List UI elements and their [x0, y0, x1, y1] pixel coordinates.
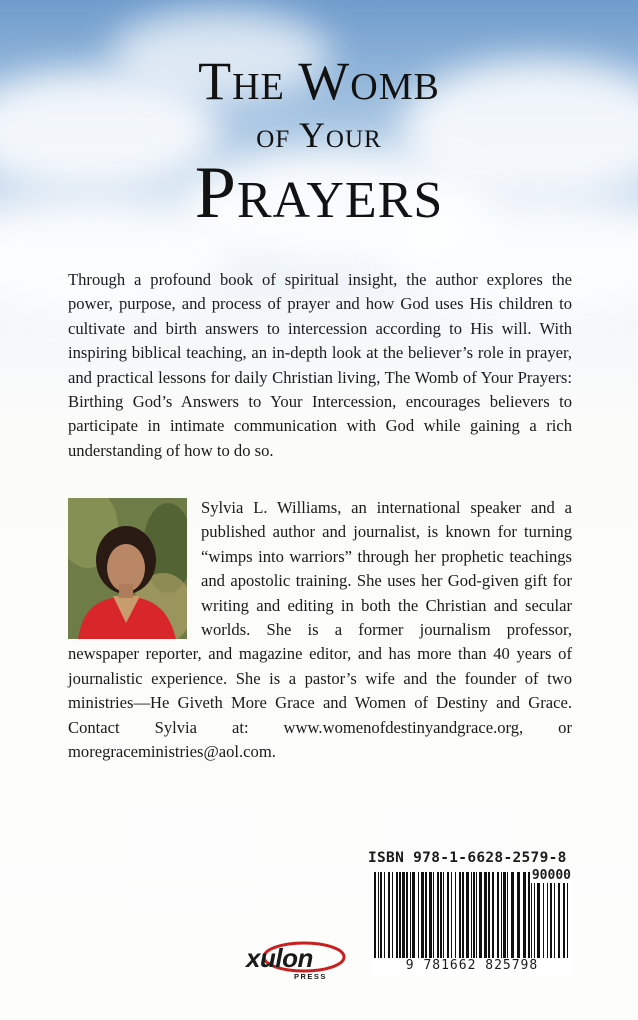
title-line-2: of Your	[256, 115, 382, 155]
barcode-stripe	[384, 872, 385, 958]
barcode-stripe	[425, 872, 427, 958]
author-photo	[68, 498, 187, 639]
barcode-stripe	[378, 872, 379, 958]
barcode-stripe	[479, 872, 482, 958]
publisher-name: xulon	[246, 943, 313, 973]
barcode-stripe	[462, 872, 464, 958]
barcode-stripe	[503, 872, 506, 958]
barcode-stripe	[488, 872, 490, 958]
barcode-stripe	[543, 872, 544, 958]
barcode-stripe	[421, 872, 424, 958]
barcode-stripe	[558, 872, 560, 958]
barcode-stripe	[501, 872, 502, 958]
barcode-stripe	[466, 872, 469, 958]
barcode-stripe	[497, 872, 499, 958]
barcode-stripe	[554, 872, 555, 958]
publisher-logo	[242, 935, 352, 987]
barcode-stripe	[534, 872, 535, 958]
barcode-stripe	[451, 872, 452, 958]
title-line-3: Prayers	[194, 152, 444, 234]
barcode-stripe	[531, 872, 532, 958]
barcode-block	[368, 850, 574, 980]
barcode-stripe	[406, 872, 408, 958]
barcode-stripe	[418, 872, 419, 958]
barcode-stripe	[507, 872, 508, 958]
barcode-stripe	[396, 872, 398, 958]
barcode-stripe	[455, 872, 456, 958]
barcode-stripe	[550, 872, 552, 958]
barcode-stripe	[484, 872, 487, 958]
barcode-stripe	[473, 872, 475, 958]
barcode-stripe	[429, 872, 432, 958]
barcode-stripe	[523, 872, 526, 958]
isbn-label: ISBN 978-1-6628-2579-8	[368, 850, 567, 866]
barcode-stripe	[433, 872, 434, 958]
barcode-stripe	[517, 872, 520, 958]
barcode-stripe	[380, 872, 382, 958]
barcode-stripe	[528, 872, 530, 958]
barcode-number: 9 781662 825798	[374, 958, 570, 973]
barcode-stripe	[471, 872, 472, 958]
barcode-stripe	[402, 872, 405, 958]
barcode-stripe	[547, 872, 548, 958]
barcode-stripe	[476, 872, 477, 958]
barcode-stripe	[537, 872, 540, 958]
barcode-stripe	[440, 872, 442, 958]
publisher-sub: PRESS	[294, 972, 327, 981]
barcode-stripe	[511, 872, 514, 958]
barcode-stripe	[492, 872, 494, 958]
barcode-stripe	[388, 872, 390, 958]
author-bio: Sylvia L. Williams, an international speaker and a published author and journalist, is known for turning “wimps into warriors” through her prophetic teachings and apostolic training. She uses her God-given gift for writing and editing in both the Christian and secular worlds. She is a former journalism professor, newspaper reporter, and magazine editor, and has more than 40 years of journalistic experience. She is a pastor’s wife and the founder of two ministries—He Giveth More Grace and Women of Destiny and Grace. Contact Sylvia at: www.womenofdestinyandgrace.org, or moregraceministries@aol.com.	[68, 498, 572, 762]
barcode-stripe	[392, 872, 393, 958]
barcode-stripe	[447, 872, 449, 958]
price-code: 90000	[531, 868, 571, 883]
barcode-stripe	[374, 872, 376, 958]
barcode-stripe	[399, 872, 401, 958]
book-description: Through a profound book of spiritual insight, the author explores the power, purpose, and process of prayer and how God uses His children to cultivate and birth answers to intercession according to His will. With inspiring biblical teaching, an in-depth look at the believer’s role in prayer, and practical lessons for daily Christian living, The Womb of Your Prayers: Birthing God’s Answers to Your Intercession, encourages believers to participate in intimate communication with God while gaining a rich understanding of how to do so.	[68, 270, 572, 460]
barcode-stripe	[412, 872, 415, 958]
barcode-stripe	[563, 872, 565, 958]
barcode-stripe	[567, 872, 568, 958]
barcode-stripe	[410, 872, 411, 958]
barcode-stripe	[437, 872, 439, 958]
barcode-stripe	[459, 872, 461, 958]
barcode-stripe	[443, 872, 444, 958]
title-line-1: The Womb	[198, 51, 440, 111]
